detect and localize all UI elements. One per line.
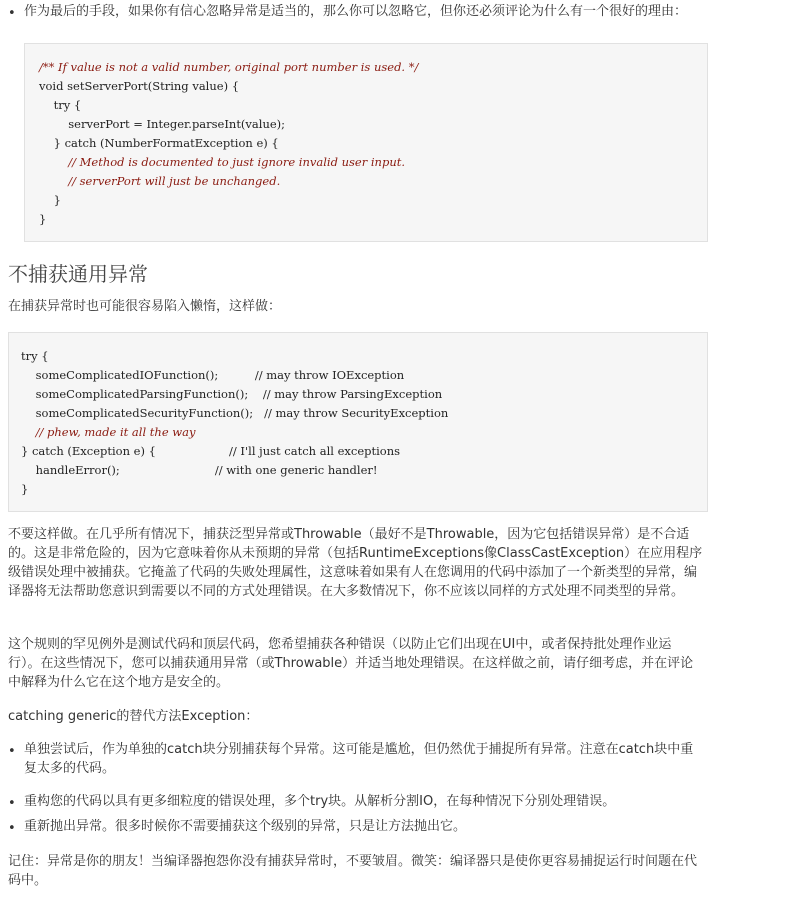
code-comment: // serverPort will just be unchanged.: [39, 174, 281, 188]
code-line: void setServerPort(String value) {: [39, 79, 240, 93]
code-line: serverPort = Integer.parseInt(value);: [39, 117, 286, 131]
code-line: try {: [21, 349, 49, 363]
section-lead: 在捕获异常时也可能很容易陷入懒惰，这样做：: [8, 299, 282, 314]
list-bullet: •: [8, 821, 16, 836]
code-block-2: [8, 332, 708, 512]
code-line: }: [21, 482, 29, 496]
list-bullet: •: [8, 796, 16, 811]
code-line: someComplicatedIOFunction(); // may throw IOException: [21, 368, 405, 382]
section-title: 不捕获通用异常: [8, 262, 148, 286]
code-comment: /** If value is not a valid number, original port number is used. */: [39, 60, 419, 74]
code-line: [39, 58, 418, 77]
alternative-item-2: 重构您的代码以具有更多细粒度的错误处理，多个try块。从解析分割IO，在每种情况下分别处理错误。: [24, 794, 616, 809]
paragraph-3: catching generic的替代方法Exception：: [8, 709, 259, 724]
closing-paragraph: 记住：异常是你的朋友！当编译器抱怨你没有捕获异常时，不要皱眉。微笑：编译器只是使你更容易捕捉运行时间题在代码中。: [8, 854, 698, 888]
code-comment: // Method is documented to just ignore invalid user input.: [39, 155, 406, 169]
alternative-item-1: 单独尝试后，作为单独的catch块分别捕获每个异常。这可能是尴尬，但仍然优于捕捉所有异常。注意在catch块中重复太多的代码。: [24, 742, 694, 776]
code-comment: // phew, made it all the way: [21, 425, 196, 439]
code-line: try {: [39, 98, 82, 112]
code-line: } catch (Exception e) { // I'll just catch all exceptions: [21, 444, 401, 458]
list-bullet: •: [8, 6, 16, 21]
code-line: }: [39, 212, 47, 226]
code-line: someComplicatedSecurityFunction(); // may throw SecurityException: [21, 406, 449, 420]
list-bullet: •: [8, 744, 16, 759]
intro-bullet-text: 作为最后的手段，如果你有信心忽略异常是适当的，那么你可以忽略它，但你还必须评论为什么有一个很好的理由：: [24, 4, 688, 19]
paragraph-2: 这个规则的罕见例外是测试代码和顶层代码，您希望捕获各种错误（以防止它们出现在UI中，或者保持批处理作业运行）。在这些情况下，您可以捕获通用异常（或Throwable）并适当地处理错误。在这样做之前，请仔细考虑，并在评论中解释为什么它在这个地方是安全的。: [8, 637, 694, 690]
code-line: } catch (NumberFormatException e) {: [39, 136, 279, 150]
paragraph-1: 不要这样做。在几乎所有情况下，捕获泛型异常或Throwable（最好不是Throwable，因为它包括错误异常）是不合适的。这是非常危险的，因为它意味着你从未预期的异常（包括RuntimeExceptions像ClassCastException）在应用程序级错误处理中被捕获。它掩盖了代码的失败处理属性，这意味着如果有人在您调用的代码中添加了一个新类型的异常，编译器将无法帮助您意识到需要以不同的方式处理错误。在大多数情况下，你不应该以同样的方式处理不同类型的异常。: [8, 527, 703, 599]
alternative-item-3: 重新抛出异常。很多时候你不需要捕获这个级别的异常，只是让方法抛出它。: [24, 819, 467, 834]
code-line: someComplicatedParsingFunction(); // may throw ParsingException: [21, 387, 443, 401]
code-line: }: [39, 193, 61, 207]
code-line: handleError(); // with one generic handler!: [21, 463, 378, 477]
code-block-1: [24, 43, 708, 242]
